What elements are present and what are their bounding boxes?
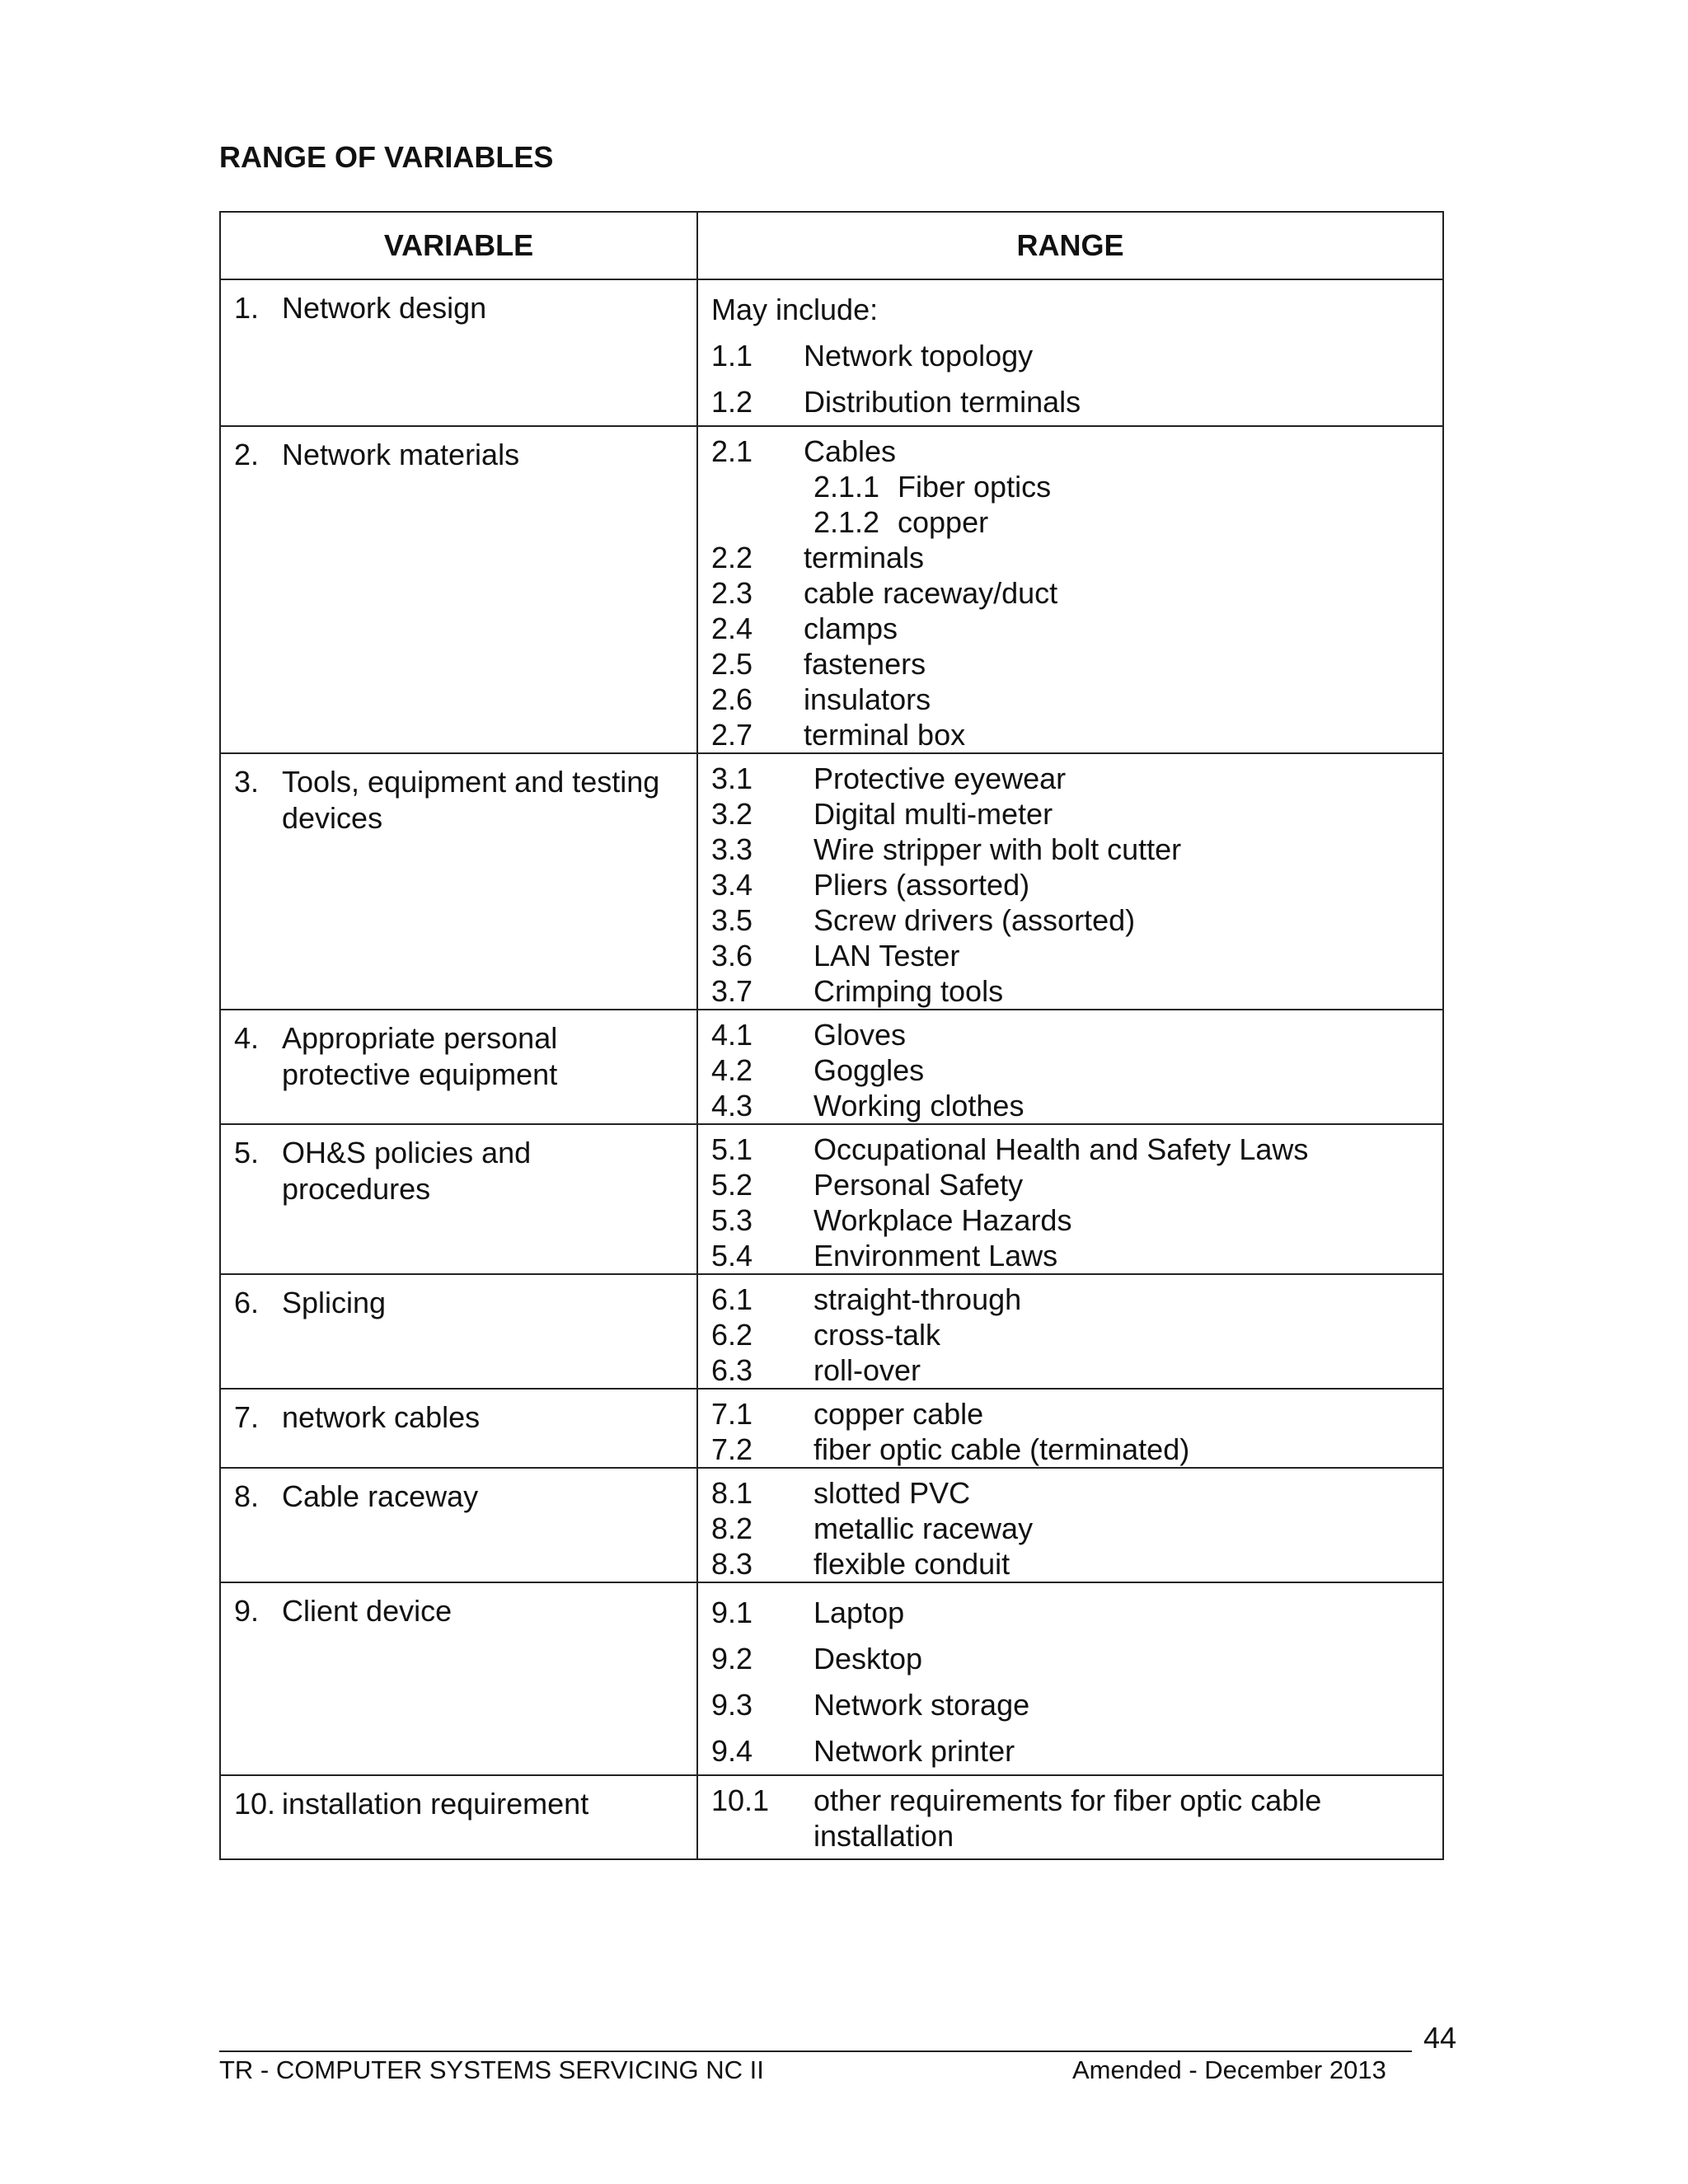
range-item xyxy=(711,938,1434,973)
range-item-number: 2.4 xyxy=(711,612,753,645)
range-item-text: Distribution terminals xyxy=(804,385,1081,419)
range-item-number: 3.1 xyxy=(711,762,753,795)
range-item-number: 6.1 xyxy=(711,1282,753,1316)
range-cell xyxy=(697,426,1443,753)
range-item-text: fiber optic cable (terminated) xyxy=(814,1432,1190,1466)
range-sub-item xyxy=(711,504,1434,540)
range-item xyxy=(711,1132,1434,1167)
range-item-text: Gloves xyxy=(814,1018,907,1052)
variable-name: network cables xyxy=(282,1400,481,1434)
variable-cell xyxy=(220,1389,697,1468)
range-item-text: metallic raceway xyxy=(814,1511,1034,1545)
table-row xyxy=(220,1124,1443,1274)
range-item xyxy=(711,902,1434,938)
range-item-text: terminal box xyxy=(804,718,966,752)
range-item xyxy=(711,1590,1434,1636)
range-item xyxy=(711,973,1434,1009)
range-cell xyxy=(697,753,1443,1010)
range-cell xyxy=(697,1389,1443,1468)
range-item-text: Protective eyewear xyxy=(814,762,1067,795)
variable-name: Network design xyxy=(282,291,487,325)
variable-cell xyxy=(220,1775,697,1859)
range-item xyxy=(711,333,1434,379)
range-cell xyxy=(697,1010,1443,1124)
range-sub-item-text: Fiber optics xyxy=(898,470,1052,504)
range-item xyxy=(711,611,1434,646)
variable-cell xyxy=(220,279,697,426)
range-item-text: Pliers (assorted) xyxy=(814,868,1030,902)
variable-name: Client device xyxy=(282,1594,452,1628)
header-range: RANGE xyxy=(697,212,1443,279)
range-item-number: 3.4 xyxy=(711,868,753,902)
range-item xyxy=(711,1352,1434,1388)
table-row xyxy=(220,1274,1443,1389)
range-item-text: Environment Laws xyxy=(814,1239,1058,1272)
table-row xyxy=(220,279,1443,426)
range-item xyxy=(711,761,1434,796)
range-sub-item xyxy=(711,469,1434,504)
range-item xyxy=(711,1728,1434,1774)
range-item-number: 5.1 xyxy=(711,1132,753,1166)
variable-entry xyxy=(234,1020,685,1093)
range-cell xyxy=(697,1775,1443,1859)
range-item xyxy=(711,1017,1434,1052)
footer-amended-date: Amended - December 2013 xyxy=(1072,2055,1386,2084)
variable-number: 7. xyxy=(234,1400,260,1434)
range-item-number: 2.7 xyxy=(711,718,753,752)
range-item-number: 4.1 xyxy=(711,1018,753,1052)
table-body xyxy=(220,279,1443,1859)
variable-cell xyxy=(220,1582,697,1775)
range-item xyxy=(711,434,1434,469)
variable-entry xyxy=(234,290,685,326)
range-item-number: 3.7 xyxy=(711,974,753,1008)
range-item-number: 10.1 xyxy=(711,1783,770,1817)
range-item xyxy=(711,1432,1434,1467)
range-item-text: Personal Safety xyxy=(814,1168,1024,1202)
range-item-number: 5.4 xyxy=(711,1239,753,1272)
range-item-text: Screw drivers (assorted) xyxy=(814,903,1136,937)
range-item-number: 3.2 xyxy=(711,797,753,831)
variable-name: Cable raceway xyxy=(282,1479,479,1513)
variable-number: 8. xyxy=(234,1479,260,1513)
variable-name: Tools, equipment and testing devices xyxy=(282,765,660,835)
range-item-text: straight-through xyxy=(814,1282,1022,1316)
table-header-row xyxy=(220,212,1443,279)
range-cell xyxy=(697,1124,1443,1274)
range-item-text: Crimping tools xyxy=(814,974,1004,1008)
variable-entry xyxy=(234,1399,685,1436)
range-item-number: 2.1 xyxy=(711,434,753,468)
variable-number: 10. xyxy=(234,1787,276,1821)
range-item xyxy=(711,717,1434,752)
range-item-text: Network printer xyxy=(814,1734,1015,1768)
range-sub-item-text: copper xyxy=(898,505,989,539)
range-item-text: Desktop xyxy=(814,1642,923,1675)
range-item-text: Workplace Hazards xyxy=(814,1203,1072,1237)
range-item xyxy=(711,1238,1434,1273)
range-item-text: Goggles xyxy=(814,1053,925,1087)
range-item-number: 8.2 xyxy=(711,1511,753,1545)
variable-entry xyxy=(234,437,685,473)
variable-cell xyxy=(220,426,697,753)
variable-entry xyxy=(234,1135,685,1207)
footer-rule xyxy=(219,2050,1412,2052)
table-row xyxy=(220,1389,1443,1468)
range-item-text: other requirements for fiber optic cable installation xyxy=(814,1783,1322,1853)
range-item xyxy=(711,379,1434,425)
range-item-number: 3.6 xyxy=(711,939,753,972)
range-item-number: 8.1 xyxy=(711,1476,753,1510)
range-item-text: Working clothes xyxy=(814,1089,1025,1122)
range-item-text: fasteners xyxy=(804,647,926,681)
range-item xyxy=(711,1167,1434,1202)
variable-entry xyxy=(234,1479,685,1515)
range-item xyxy=(711,1088,1434,1123)
variable-cell xyxy=(220,1010,697,1124)
range-sub-item-number: 2.1.1 xyxy=(814,470,880,504)
range-item-number: 9.3 xyxy=(711,1688,753,1722)
variable-cell xyxy=(220,1124,697,1274)
range-item-number: 5.2 xyxy=(711,1168,753,1202)
variable-number: 3. xyxy=(234,765,260,799)
range-item-text: terminals xyxy=(804,541,925,574)
range-item-number: 2.3 xyxy=(711,576,753,610)
range-item-text: slotted PVC xyxy=(814,1476,971,1510)
variable-number: 1. xyxy=(234,291,260,325)
variable-entry xyxy=(234,1593,685,1629)
range-item-text: Wire stripper with bolt cutter xyxy=(814,832,1182,866)
range-item-text: Cables xyxy=(804,434,897,468)
variable-name: OH&S policies and procedures xyxy=(282,1136,532,1206)
range-item-number: 9.4 xyxy=(711,1734,753,1768)
variable-number: 4. xyxy=(234,1021,260,1055)
range-item-number: 1.2 xyxy=(711,385,753,419)
range-item xyxy=(711,540,1434,575)
range-item xyxy=(711,1546,1434,1582)
range-item xyxy=(711,1052,1434,1088)
range-item-text: cable raceway/duct xyxy=(804,576,1058,610)
variable-name: installation requirement xyxy=(282,1787,589,1821)
page-title: RANGE OF VARIABLES xyxy=(219,140,554,174)
range-item-number: 1.1 xyxy=(711,339,753,373)
range-item-number: 3.5 xyxy=(711,903,753,937)
table-row xyxy=(220,1010,1443,1124)
variable-number: 9. xyxy=(234,1594,260,1628)
variable-entry xyxy=(234,764,685,837)
range-item-text: Digital multi-meter xyxy=(814,797,1053,831)
variable-number: 5. xyxy=(234,1136,260,1169)
range-item-number: 6.3 xyxy=(711,1353,753,1387)
footer-document-title: TR - COMPUTER SYSTEMS SERVICING NC II xyxy=(219,2055,764,2084)
variable-name: Splicing xyxy=(282,1286,387,1319)
range-item xyxy=(711,1783,1434,1854)
variable-number: 6. xyxy=(234,1286,260,1319)
range-item-number: 4.3 xyxy=(711,1089,753,1122)
range-item-text: LAN Tester xyxy=(814,939,960,972)
range-item-number: 9.2 xyxy=(711,1642,753,1675)
range-item-number: 2.2 xyxy=(711,541,753,574)
range-item-number: 2.6 xyxy=(711,682,753,716)
range-item-text: Occupational Health and Safety Laws xyxy=(814,1132,1309,1166)
range-item-number: 5.3 xyxy=(711,1203,753,1237)
range-cell xyxy=(697,279,1443,426)
range-item xyxy=(711,1202,1434,1238)
range-item-text: insulators xyxy=(804,682,931,716)
range-item-number: 9.1 xyxy=(711,1596,753,1629)
table-row xyxy=(220,1582,1443,1775)
variable-name: Appropriate personal protective equipment xyxy=(282,1021,558,1091)
range-item-text: flexible conduit xyxy=(814,1547,1010,1581)
range-item xyxy=(711,867,1434,902)
variable-entry xyxy=(234,1786,685,1822)
table-row xyxy=(220,1775,1443,1859)
range-item xyxy=(711,1682,1434,1728)
variable-name: Network materials xyxy=(282,438,520,471)
range-item-text: Laptop xyxy=(814,1596,905,1629)
variable-cell xyxy=(220,753,697,1010)
range-item-number: 8.3 xyxy=(711,1547,753,1581)
range-item xyxy=(711,575,1434,611)
range-item-text: Network topology xyxy=(804,339,1034,373)
range-item xyxy=(711,1475,1434,1511)
range-item xyxy=(711,1511,1434,1546)
table-row xyxy=(220,753,1443,1010)
range-item-number: 3.3 xyxy=(711,832,753,866)
range-item-number: 2.5 xyxy=(711,647,753,681)
range-item-number: 6.2 xyxy=(711,1318,753,1352)
variable-cell xyxy=(220,1468,697,1582)
range-item xyxy=(711,1317,1434,1352)
table-row xyxy=(220,426,1443,753)
header-variable: VARIABLE xyxy=(220,212,697,279)
range-sub-item-number: 2.1.2 xyxy=(814,505,880,539)
variable-cell xyxy=(220,1274,697,1389)
range-item-number: 4.2 xyxy=(711,1053,753,1087)
range-item xyxy=(711,682,1434,717)
range-item-text: Network storage xyxy=(814,1688,1030,1722)
range-item xyxy=(711,1636,1434,1682)
range-cell xyxy=(697,1274,1443,1389)
range-item xyxy=(711,796,1434,832)
range-item xyxy=(711,1282,1434,1317)
range-item xyxy=(711,646,1434,682)
table-row xyxy=(220,1468,1443,1582)
range-item-text: clamps xyxy=(804,612,898,645)
range-item-text: roll-over xyxy=(814,1353,921,1387)
range-item xyxy=(711,1396,1434,1432)
range-item xyxy=(711,832,1434,867)
range-intro: May include: xyxy=(711,293,879,326)
range-cell xyxy=(697,1468,1443,1582)
page-number: 44 xyxy=(1423,2021,1457,2055)
variable-entry xyxy=(234,1285,685,1321)
range-of-variables-table xyxy=(219,211,1444,1860)
range-item-number: 7.2 xyxy=(711,1432,753,1466)
range-cell xyxy=(697,1582,1443,1775)
range-item-text: cross-talk xyxy=(814,1318,941,1352)
range-item-text: copper cable xyxy=(814,1397,984,1431)
variable-number: 2. xyxy=(234,438,260,471)
range-item-number: 7.1 xyxy=(711,1397,753,1431)
